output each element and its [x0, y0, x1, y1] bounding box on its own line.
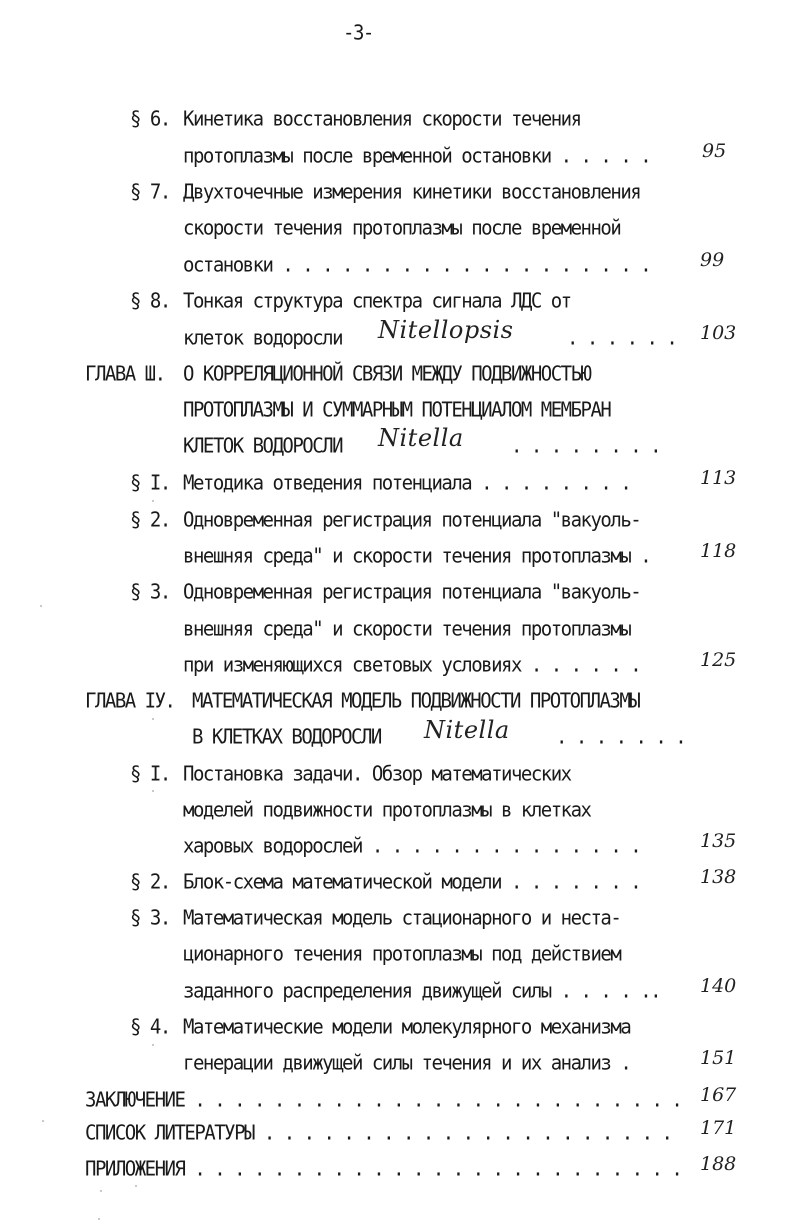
toc-entry-title: Тонкая структура спектра сигнала ЛДС от — [183, 289, 571, 313]
chapter-title: В КЛЕТКАХ ВОДОРОСЛИ — [192, 725, 381, 749]
toc-entry-title: Постановка задачи. Обзор математических — [183, 762, 571, 786]
toc-page-number: 99 — [700, 249, 725, 271]
scan-speck — [152, 1044, 154, 1046]
section-number: § 7. — [130, 180, 170, 204]
toc-entry-title: протоплазмы после временной остановки . . . . . — [183, 144, 651, 168]
toc-page-number: 95 — [702, 140, 727, 162]
toc-leader: . . . . . . — [567, 326, 677, 350]
toc-entry-title: моделей подвижности протоплазмы в клетках — [183, 798, 591, 822]
chapter-title: КЛЕТОК ВОДОРОСЛИ — [183, 434, 343, 458]
toc-page-number: 188 — [700, 1153, 737, 1175]
toc-entry-title: Математическая модель стационарного и неста- — [183, 906, 621, 930]
toc-entry-title: остановки . . . . . . . . . . . . . . . . . . . — [183, 253, 651, 277]
page-number: -3- — [343, 21, 373, 45]
chapter-title: ПРОТОПЛАЗМЫ И СУММАРНЫМ ПОТЕНЦИАЛОМ МЕМБРАН — [183, 398, 611, 422]
scan-speck — [152, 718, 154, 720]
organism-name-handwritten: Nitellopsis — [378, 316, 514, 344]
toc-entry-title: скорости течения протоплазмы после временной — [183, 216, 621, 240]
toc-entry-title: ПРИЛОЖЕНИЯ . . . . . . . . . . . . . . . . . . . . . . . . . — [85, 1157, 682, 1181]
scan-speck — [152, 790, 154, 792]
toc-page-number: 103 — [700, 322, 737, 344]
toc-entry-title: клеток водоросли — [183, 326, 343, 350]
toc-entry-title: Блок-схема математической модели . . . . . . . — [183, 870, 641, 894]
section-number: § 2. — [130, 870, 170, 894]
toc-entry-title: генерации движущей силы течения и их анализ . — [183, 1051, 631, 1075]
toc-page-number: 113 — [700, 467, 737, 489]
toc-entry-title: Двухточечные измерения кинетики восстановления — [183, 180, 641, 204]
scan-speck — [42, 1120, 44, 1122]
scan-speck — [152, 500, 154, 502]
toc-entry-title: Методика отведения потенциала . . . . . . . . — [183, 471, 631, 495]
scan-speck — [40, 605, 42, 607]
toc-leader: . . . . . . . . — [511, 434, 661, 458]
toc-entry-title: при изменяющихся световых условиях . . . . . . — [183, 653, 641, 677]
toc-entry-title: харовых водорослей . . . . . . . . . . . . . . — [183, 834, 641, 858]
section-number: § I. — [130, 471, 170, 495]
section-number: § 4. — [130, 1015, 170, 1039]
toc-page-number: 135 — [700, 830, 737, 852]
section-number: § 3. — [130, 906, 170, 930]
chapter-title: О КОРРЕЛЯЦИОННОЙ СВЯЗИ МЕЖДУ ПОДВИЖНОСТЬЮ — [183, 362, 591, 386]
toc-entry-title: внешняя среда" и скорости течения протоплазмы . — [183, 544, 651, 568]
section-number: § 3. — [130, 580, 170, 604]
toc-page-number: 125 — [700, 649, 737, 671]
scan-speck — [100, 1190, 102, 1192]
toc-entry-title: внешняя среда" и скорости течения протоплазмы — [183, 617, 631, 641]
toc-leader: . . . . . . . — [556, 725, 686, 749]
toc-page-number: 118 — [700, 540, 737, 562]
section-number: § I. — [130, 762, 170, 786]
section-number: § 8. — [130, 289, 170, 313]
toc-page-number: 167 — [700, 1084, 737, 1106]
scan-speck — [98, 1218, 100, 1220]
chapter-label: ГЛАВА Ш. — [85, 362, 165, 386]
toc-entry-title: ЗАКЛЮЧЕНИЕ . . . . . . . . . . . . . . . . . . . . . . . . . — [85, 1088, 682, 1112]
toc-entry-title: Математические модели молекулярного механизма — [183, 1015, 631, 1039]
section-number: § 2. — [130, 508, 170, 532]
toc-entry-title: Одновременная регистрация потенциала "вакуоль- — [183, 508, 641, 532]
chapter-title: МАТЕМАТИЧЕСКАЯ МОДЕЛЬ ПОДВИЖНОСТИ ПРОТОПЛАЗМЫ — [192, 689, 640, 713]
toc-entry-title: СПИСОК ЛИТЕРАТУРЫ . . . . . . . . . . . . . . . . . . . . . — [85, 1121, 672, 1145]
toc-entry-title: заданного распределения движущей силы . . . . .. — [183, 979, 661, 1003]
toc-entry-title: ционарного течения протоплазмы под действием — [183, 942, 621, 966]
toc-page-number: 171 — [700, 1117, 737, 1139]
section-number: § 6. — [130, 107, 170, 131]
organism-name-handwritten: Nitella — [424, 716, 510, 744]
chapter-label: ГЛАВА IУ. — [85, 689, 175, 713]
scan-speck — [135, 1185, 137, 1187]
toc-page-number: 151 — [700, 1047, 737, 1069]
toc-entry-title: Кинетика восстановления скорости течения — [183, 107, 581, 131]
organism-name-handwritten: Nitella — [378, 424, 464, 452]
toc-entry-title: Одновременная регистрация потенциала "вакуоль- — [183, 580, 641, 604]
toc-page-number: 140 — [700, 975, 737, 997]
toc-page-number: 138 — [700, 866, 737, 888]
